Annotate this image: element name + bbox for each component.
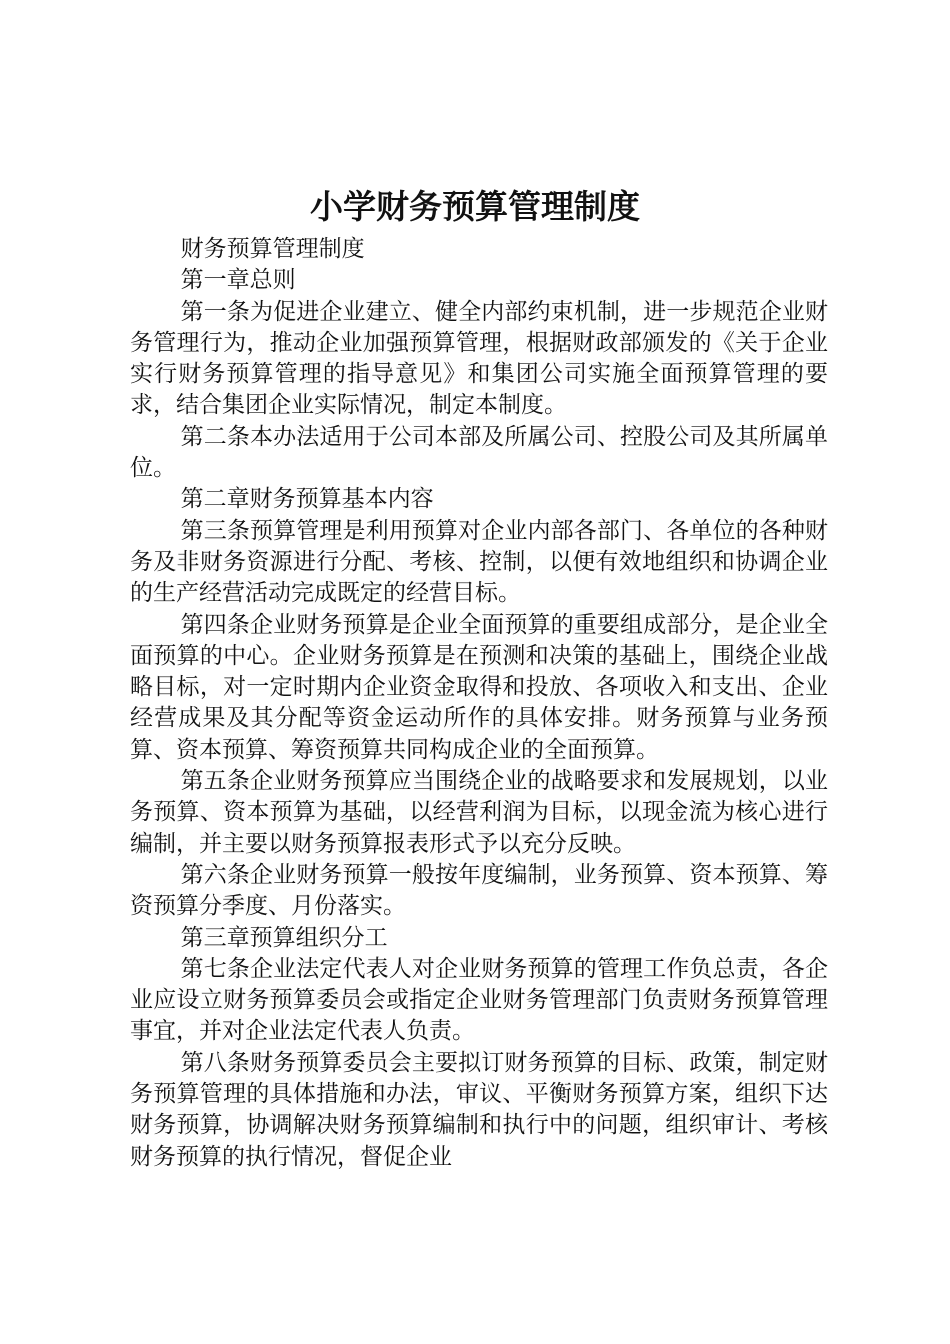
chapter-heading-1: 第一章总则 (180, 267, 296, 294)
article-4: 第四条企业财务预算是企业全面预算的重要组成部分，是企业全面预算的中心。企业财务预算是在预测和决策的基础上，围绕企业战略目标，对一定时期内企业资金取得和投放、各项收入和支出、企业经营成果及其分配等资金运动所作的具体安排。财务预算与业务预算、资本预算、筹资预算共同构成企业的全面预算。 (130, 611, 828, 763)
article-6: 第六条企业财务预算一般按年度编制，业务预算、资本预算、筹资预算分季度、月份落实。 (130, 861, 828, 920)
article-8: 第八条财务预算委员会主要拟订财务预算的目标、政策，制定财务预算管理的具体措施和办法，审议、平衡财务预算方案，组织下达财务预算，协调解决财务预算编制和执行中的问题，组织审计、考核财务预算的执行情况，督促企业 (130, 1049, 828, 1170)
article-3: 第三条预算管理是利用预算对企业内部各部门、各单位的各种财务及非财务资源进行分配、考核、控制，以便有效地组织和协调企业的生产经营活动完成既定的经营目标。 (130, 517, 828, 607)
article-5: 第五条企业财务预算应当围绕企业的战略要求和发展规划，以业务预算、资本预算为基础，以经营利润为目标，以现金流为核心进行编制，并主要以财务预算报表形式予以充分反映。 (130, 768, 828, 857)
chapter-heading-3: 第三章预算组织分工 (180, 924, 388, 951)
document-title: 小学财务预算管理制度 (310, 187, 640, 226)
document-body (130, 234, 828, 1173)
paragraph-heading: 财务预算管理制度 (180, 236, 365, 262)
article-1: 第一条为促进企业建立、健全内部约束机制，进一步规范企业财务管理行为，推动企业加强预算管理，根据财政部颁发的《关于企业实行财务预算管理的指导意见》和集团公司实施全面预算管理的要求，结合集团企业实际情况，制定本制度。 (130, 298, 828, 419)
chapter-heading-2: 第二章财务预算基本内容 (180, 486, 434, 513)
article-2: 第二条本办法适用于公司本部及所属公司、控股公司及其所属单位。 (130, 423, 828, 482)
article-7: 第七条企业法定代表人对企业财务预算的管理工作负总责，各企业应设立财务预算委员会或指定企业财务管理部门负责财务预算管理事宜，并对企业法定代表人负责。 (130, 955, 828, 1045)
